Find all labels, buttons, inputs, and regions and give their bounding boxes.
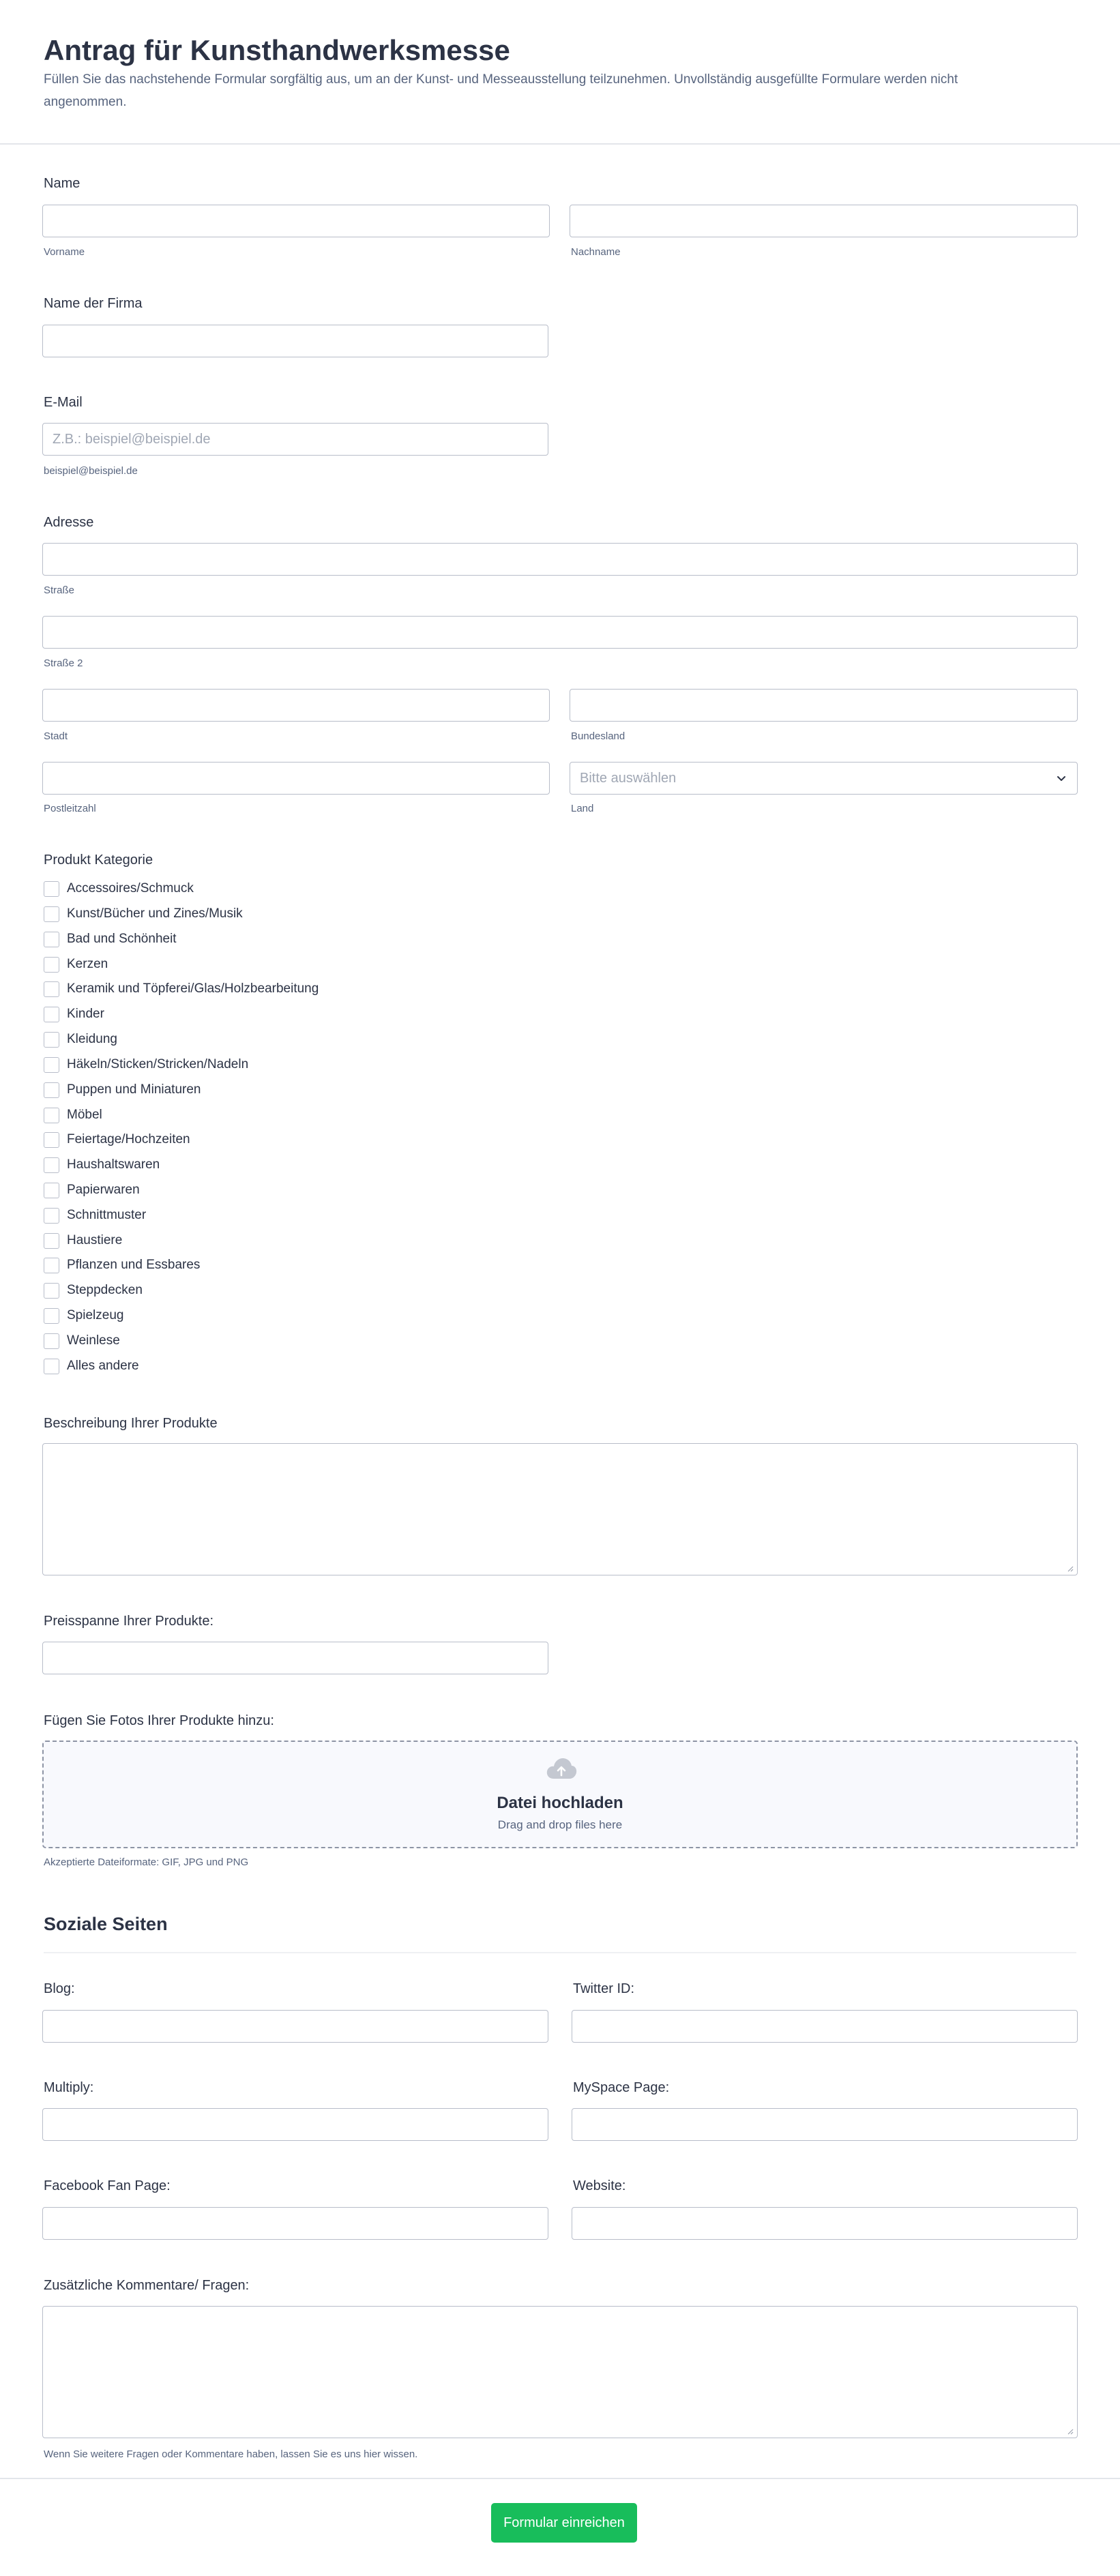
form-description: Füllen Sie das nachstehende Formular sorgfältig aus, um an der Kunst- und Messeausstellung teilzunehmen. Unvollständig ausgefüllte Formulare werden nicht angenommen.: [44, 72, 958, 109]
checkbox[interactable]: [44, 1359, 59, 1374]
resize-grip-icon[interactable]: [1067, 2428, 1074, 2435]
checkbox[interactable]: [44, 906, 59, 922]
street2-input[interactable]: [42, 616, 1078, 649]
checkbox[interactable]: [44, 1132, 59, 1148]
multiply-input[interactable]: [42, 2108, 548, 2141]
last-name-input[interactable]: [570, 205, 1078, 237]
checkbox[interactable]: [44, 981, 59, 997]
zip-sublabel: Postleitzahl: [44, 803, 96, 814]
checkbox[interactable]: [44, 1157, 59, 1173]
comments-label: Zusätzliche Kommentare/ Fragen:: [44, 2278, 250, 2293]
street2-sublabel: Straße 2: [44, 657, 83, 669]
state-sublabel: Bundesland: [571, 730, 625, 742]
form-header: [0, 0, 1120, 145]
twitter-label: Twitter ID:: [573, 1981, 635, 1996]
product-description-label: Beschreibung Ihrer Produkte: [44, 1416, 218, 1431]
facebook-label: Facebook Fan Page:: [44, 2178, 171, 2193]
chevron-down-icon: [1055, 772, 1067, 784]
website-label: Website:: [573, 2178, 626, 2193]
checkbox[interactable]: [44, 1057, 59, 1073]
myspace-input[interactable]: [572, 2108, 1078, 2141]
city-input[interactable]: [42, 689, 550, 722]
blog-input[interactable]: [42, 2010, 548, 2043]
resize-grip-icon[interactable]: [1067, 1565, 1074, 1572]
section-divider: [44, 1952, 1076, 1953]
social-section-title: Soziale Seiten: [44, 1914, 168, 1934]
footer-divider: [0, 2478, 1120, 2479]
myspace-label: MySpace Page:: [573, 2080, 670, 2095]
checkbox[interactable]: [44, 881, 59, 897]
company-label: Name der Firma: [44, 296, 143, 311]
zip-input[interactable]: [42, 762, 550, 795]
first-name-sublabel: Vorname: [44, 246, 85, 258]
upload-subtitle: Drag and drop files here: [497, 1818, 623, 1831]
price-label: Preisspanne Ihrer Produkte:: [44, 1614, 214, 1629]
checkbox[interactable]: [44, 1208, 59, 1224]
checkbox[interactable]: [44, 1283, 59, 1299]
last-name-sublabel: Nachname: [571, 246, 621, 258]
address-label: Adresse: [44, 515, 94, 530]
company-input[interactable]: [42, 325, 548, 357]
country-sublabel: Land: [571, 803, 594, 814]
checkbox[interactable]: [44, 1007, 59, 1022]
multiply-label: Multiply:: [44, 2080, 94, 2095]
submit-button[interactable]: Formular einreichen: [491, 2503, 637, 2543]
street-sublabel: Straße: [44, 584, 75, 596]
comments-textarea[interactable]: [42, 2306, 1078, 2438]
checkbox[interactable]: [44, 1108, 59, 1123]
blog-label: Blog:: [44, 1981, 75, 1996]
checkbox[interactable]: [44, 1233, 59, 1249]
accepted-formats-note: Akzeptierte Dateiformate: GIF, JPG und PNG: [44, 1856, 249, 1868]
checkbox[interactable]: [44, 932, 59, 947]
upload-title[interactable]: Datei hochladen: [497, 1794, 623, 1812]
product-description-textarea[interactable]: [42, 1443, 1078, 1575]
facebook-input[interactable]: [42, 2207, 548, 2240]
price-input[interactable]: [42, 1642, 548, 1674]
street-input[interactable]: [42, 543, 1078, 576]
checkbox[interactable]: [44, 1258, 59, 1273]
cloud-upload-icon: [546, 1757, 577, 1780]
email-label: E-Mail: [44, 395, 83, 410]
checkbox[interactable]: [44, 1032, 59, 1048]
twitter-input[interactable]: [572, 2010, 1078, 2043]
checkbox[interactable]: [44, 1183, 59, 1198]
comments-sublabel: Wenn Sie weitere Fragen oder Kommentare haben, lassen Sie es uns hier wissen.: [44, 2448, 418, 2460]
country-select-value: Bitte auswählen: [580, 771, 677, 786]
checkbox[interactable]: [44, 1333, 59, 1349]
email-sublabel: beispiel@beispiel.de: [44, 465, 138, 477]
state-input[interactable]: [570, 689, 1078, 722]
category-label: Produkt Kategorie: [44, 853, 153, 868]
checkbox[interactable]: [44, 1082, 59, 1098]
checkbox[interactable]: [44, 1308, 59, 1324]
photos-label: Fügen Sie Fotos Ihrer Produkte hinzu:: [44, 1713, 274, 1728]
website-input[interactable]: [572, 2207, 1078, 2240]
country-select[interactable]: [570, 762, 1078, 795]
checkbox[interactable]: [44, 957, 59, 973]
first-name-input[interactable]: [42, 205, 550, 237]
email-input[interactable]: [42, 423, 548, 456]
file-upload-dropzone[interactable]: [42, 1741, 1078, 1848]
form-title: Antrag für Kunsthandwerksmesse: [44, 34, 510, 66]
name-label: Name: [44, 176, 80, 191]
city-sublabel: Stadt: [44, 730, 68, 742]
